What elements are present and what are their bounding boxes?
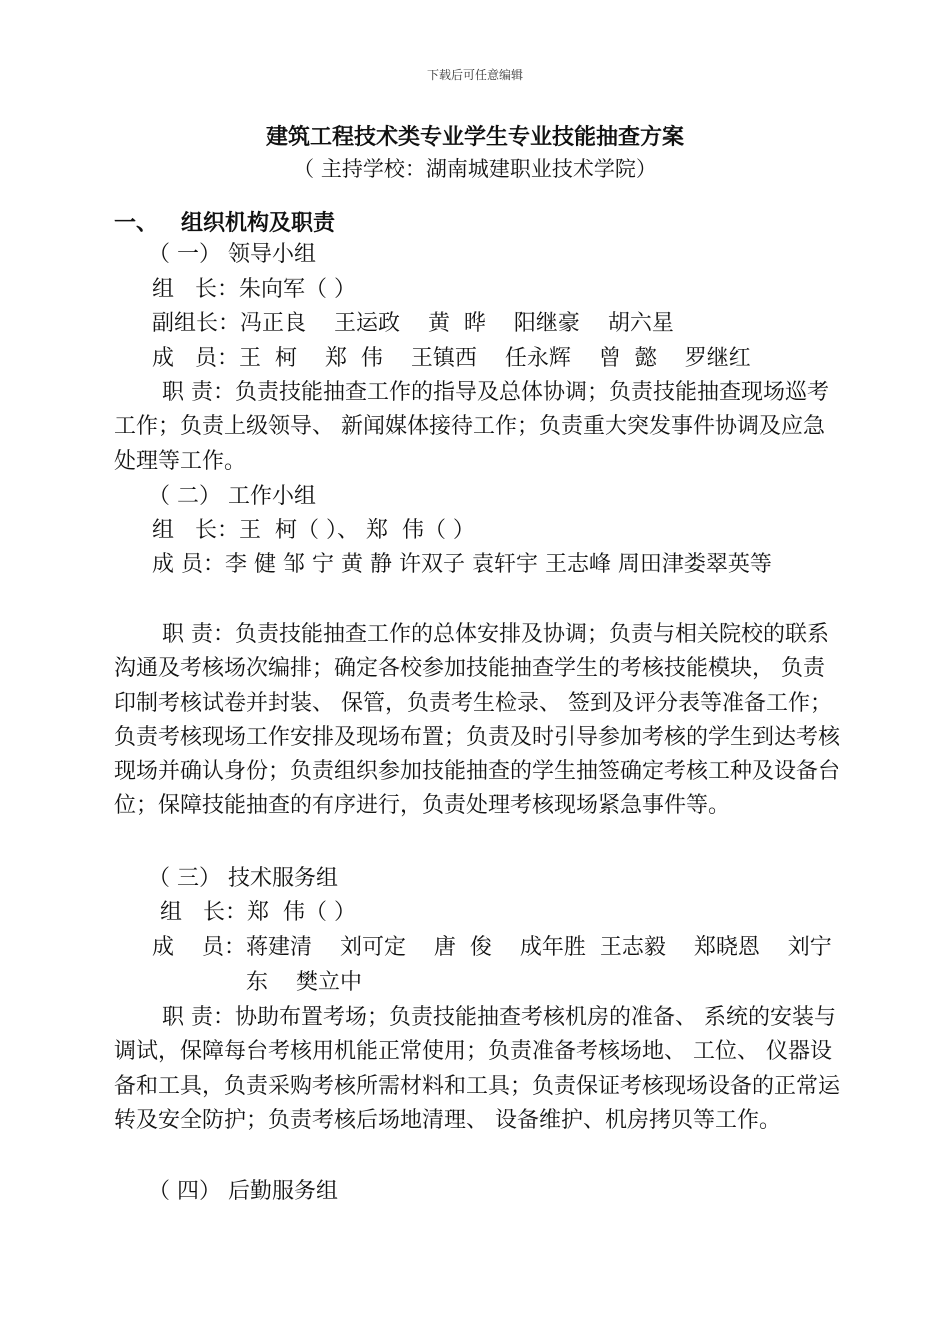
leadership-members: 成 员：王 柯 郑 伟 王镇西 任永辉 曾 懿 罗继红 (152, 346, 751, 371)
leadership-deputy: 副组长：冯正良 王运政 黄 晔 阳继豪 胡六星 (152, 311, 674, 336)
document-subtitle: （ 主持学校：湖南城建职业技术学院） (293, 157, 657, 181)
section-heading: 一、 组织机构及职责 (114, 211, 335, 236)
tech-duty: 职 责：协助布置考场；负责技能抽查考核机房的准备、 系统的安装与调试，保障每台考核用机能正常使用；负责准备考核场地、 工位、 仪器设备和工具，负责采购考核所需材料和工具；负责保证考核现场设备的正常运转及安全防护；负责考核后场地清理、 设备维护、机房拷贝等工作。 (114, 1005, 841, 1133)
logistics-heading: （ 四） 后勤服务组 (148, 1179, 338, 1204)
leadership-leader: 组 长：朱向军（ ） (152, 277, 356, 302)
document-title: 建筑工程技术类专业学生专业技能抽查方案 (265, 125, 684, 150)
leadership-heading: （ 一） 领导小组 (148, 242, 316, 267)
work-members: 成 员：李 健 邹 宁 黄 静 许双子 袁轩宇 王志峰 周田津娄翠英等 (152, 552, 772, 577)
tech-members-line1: 成 员：蒋建清 刘可定 唐 俊 成年胜 王志毅 郑晓恩 刘宁 (152, 935, 832, 960)
tech-members-line2: 东 樊立中 (246, 970, 362, 995)
work-duty: 职 责：负责技能抽查工作的总体安排及协调；负责与相关院校的联系沟通及考核场次编排；确定各校参加技能抽查学生的考核技能模块， 负责印制考核试卷并封装、 保管，负责考生检录、 签到及评分表等准备工作；负责考核现场工作安排及现场布置；负责及时引导参加考核的学生到达考核现场并确认身份；负责组织参加技能抽查的学生抽签确定考核工种及设备台位；保障技能抽查的有序进行，负责处理考核现场紧急事件等。 (114, 622, 841, 819)
tech-leader: 组 长：郑 伟（ ） (160, 900, 356, 925)
tech-heading: （ 三） 技术服务组 (148, 866, 338, 891)
header-note: 下载后可任意编辑 (426, 68, 523, 82)
work-heading: （ 二） 工作小组 (148, 484, 316, 509)
leadership-duty: 职 责：负责技能抽查工作的指导及总体协调；负责技能抽查现场巡考工作；负责上级领导、 新闻媒体接待工作；负责重大突发事件协调及应急处理等工作。 (114, 380, 829, 474)
work-leader: 组 长：王 柯（ ）、 郑 伟（ ） (152, 518, 475, 543)
